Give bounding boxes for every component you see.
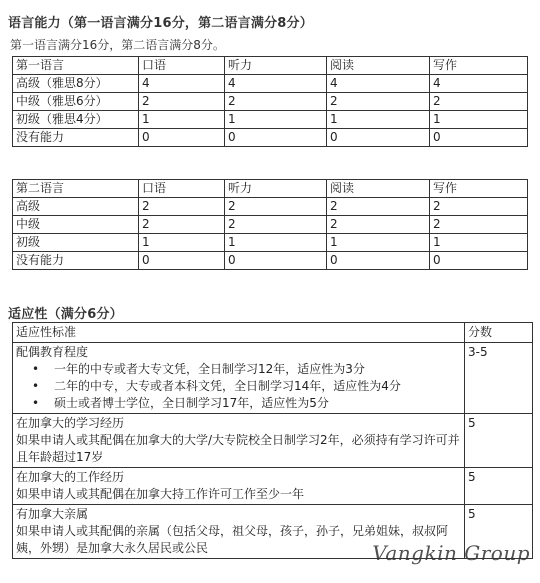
first-language-table [12, 56, 528, 147]
table-cell: 2 [430, 216, 528, 234]
criterion-title: 有加拿大亲属 [16, 507, 89, 521]
criterion-title: 在加拿大的工作经历 [16, 470, 125, 484]
table-row [13, 252, 528, 270]
bullet-text: 硕士或者博士学位，全日制学习17年，适应性为5分 [54, 396, 329, 410]
table-cell: 2 [225, 216, 327, 234]
table-row [13, 234, 528, 252]
bullet-text: 一年的中专或者大专文凭，全日制学习12年，适应性为3分 [54, 362, 365, 376]
header-cell: 写作 [430, 180, 528, 198]
table-cell: 0 [139, 129, 225, 147]
table-cell: 2 [430, 198, 528, 216]
table-cell: 没有能力 [13, 252, 139, 270]
table-cell: 1 [327, 111, 430, 129]
table-cell: 1 [139, 234, 225, 252]
score-cell: 5 [465, 468, 533, 505]
table-cell: 中级（雅思6分） [13, 93, 139, 111]
criterion-cell [13, 414, 465, 468]
criterion-cell [13, 468, 465, 505]
table-row [13, 75, 528, 93]
header-cell: 阅读 [327, 180, 430, 198]
table-cell: 0 [225, 129, 327, 147]
table-cell: 2 [225, 93, 327, 111]
table-cell: 1 [430, 111, 528, 129]
table-header-row [13, 180, 528, 198]
table-cell: 2 [139, 198, 225, 216]
list-item [16, 378, 461, 395]
table-cell: 4 [139, 75, 225, 93]
table-cell: 初级（雅思4分） [13, 111, 139, 129]
criterion-body: 如果申请人或其配偶在加拿大的大学/大专院校全日制学习2年，必须持有学习许可并且年龄超过17岁 [16, 433, 460, 464]
table-cell: 2 [327, 198, 430, 216]
bullet-icon: • [32, 379, 40, 393]
header-cell: 听力 [225, 180, 327, 198]
table-row [13, 198, 528, 216]
header-cell: 阅读 [327, 57, 430, 75]
criterion-title: 配偶教育程度 [16, 345, 89, 359]
criterion-cell [13, 343, 465, 414]
table-row [13, 93, 528, 111]
header-cell-standard: 适应性标准 [13, 323, 465, 343]
table-cell: 1 [225, 111, 327, 129]
criterion-title: 在加拿大的学习经历 [16, 416, 125, 430]
table-cell: 0 [225, 252, 327, 270]
table-cell: 高级（雅思8分） [13, 75, 139, 93]
table-cell: 0 [430, 252, 528, 270]
bullet-text: 二年的中专，大专或者本科文凭，全日制学习14年，适应性为4分 [54, 379, 401, 393]
table-cell: 4 [225, 75, 327, 93]
table-row [13, 216, 528, 234]
header-cell: 写作 [430, 57, 528, 75]
table-cell: 0 [139, 252, 225, 270]
adaptability-table [12, 322, 533, 559]
header-cell: 听力 [225, 57, 327, 75]
table-row [13, 129, 528, 147]
table-cell: 1 [327, 234, 430, 252]
table-cell: 2 [139, 216, 225, 234]
criterion-body: 如果申请人或其配偶在加拿大持工作许可工作至少一年 [16, 487, 305, 501]
table-cell: 2 [430, 93, 528, 111]
table-cell: 高级 [13, 198, 139, 216]
header-cell: 第二语言 [13, 180, 139, 198]
list-item [16, 361, 461, 378]
header-cell: 口语 [139, 180, 225, 198]
bullet-icon: • [32, 362, 40, 376]
watermark-logo: Vangkin Group [372, 541, 530, 565]
table-cell: 0 [327, 252, 430, 270]
table-cell: 2 [225, 198, 327, 216]
header-cell: 第一语言 [13, 57, 139, 75]
table-cell: 2 [139, 93, 225, 111]
table-cell: 2 [327, 93, 430, 111]
language-heading: 语言能力（第一语言满分16分，第二语言满分8分） [8, 16, 313, 31]
table-cell: 2 [327, 216, 430, 234]
table-cell: 初级 [13, 234, 139, 252]
table-row [13, 414, 533, 468]
table-header-row [13, 323, 533, 343]
table-cell: 0 [430, 129, 528, 147]
table-cell: 1 [430, 234, 528, 252]
header-cell: 口语 [139, 57, 225, 75]
table-cell: 1 [139, 111, 225, 129]
second-language-table [12, 179, 528, 270]
table-row [13, 343, 533, 414]
table-cell: 4 [430, 75, 528, 93]
table-row [13, 111, 528, 129]
bullet-icon: • [32, 396, 40, 410]
table-row [13, 468, 533, 505]
table-cell: 0 [327, 129, 430, 147]
table-cell: 中级 [13, 216, 139, 234]
criterion-body: 如果申请人或其配偶的亲属（包括父母，祖父母，孩子，孙子，兄弟姐妹，叔叔阿姨，外甥）是加拿大永久居民或公民 [16, 524, 449, 555]
score-cell: 3-5 [465, 343, 533, 414]
table-header-row [13, 57, 528, 75]
language-intro: 第一语言满分16分，第二语言满分8分。 [10, 38, 225, 52]
score-cell: 5 [465, 414, 533, 468]
header-cell-score: 分数 [465, 323, 533, 343]
table-cell: 1 [225, 234, 327, 252]
score-cell: 5 [465, 505, 533, 559]
table-cell: 4 [327, 75, 430, 93]
list-item [16, 395, 461, 412]
adaptability-heading: 适应性（满分6分） [8, 307, 123, 322]
table-cell: 没有能力 [13, 129, 139, 147]
